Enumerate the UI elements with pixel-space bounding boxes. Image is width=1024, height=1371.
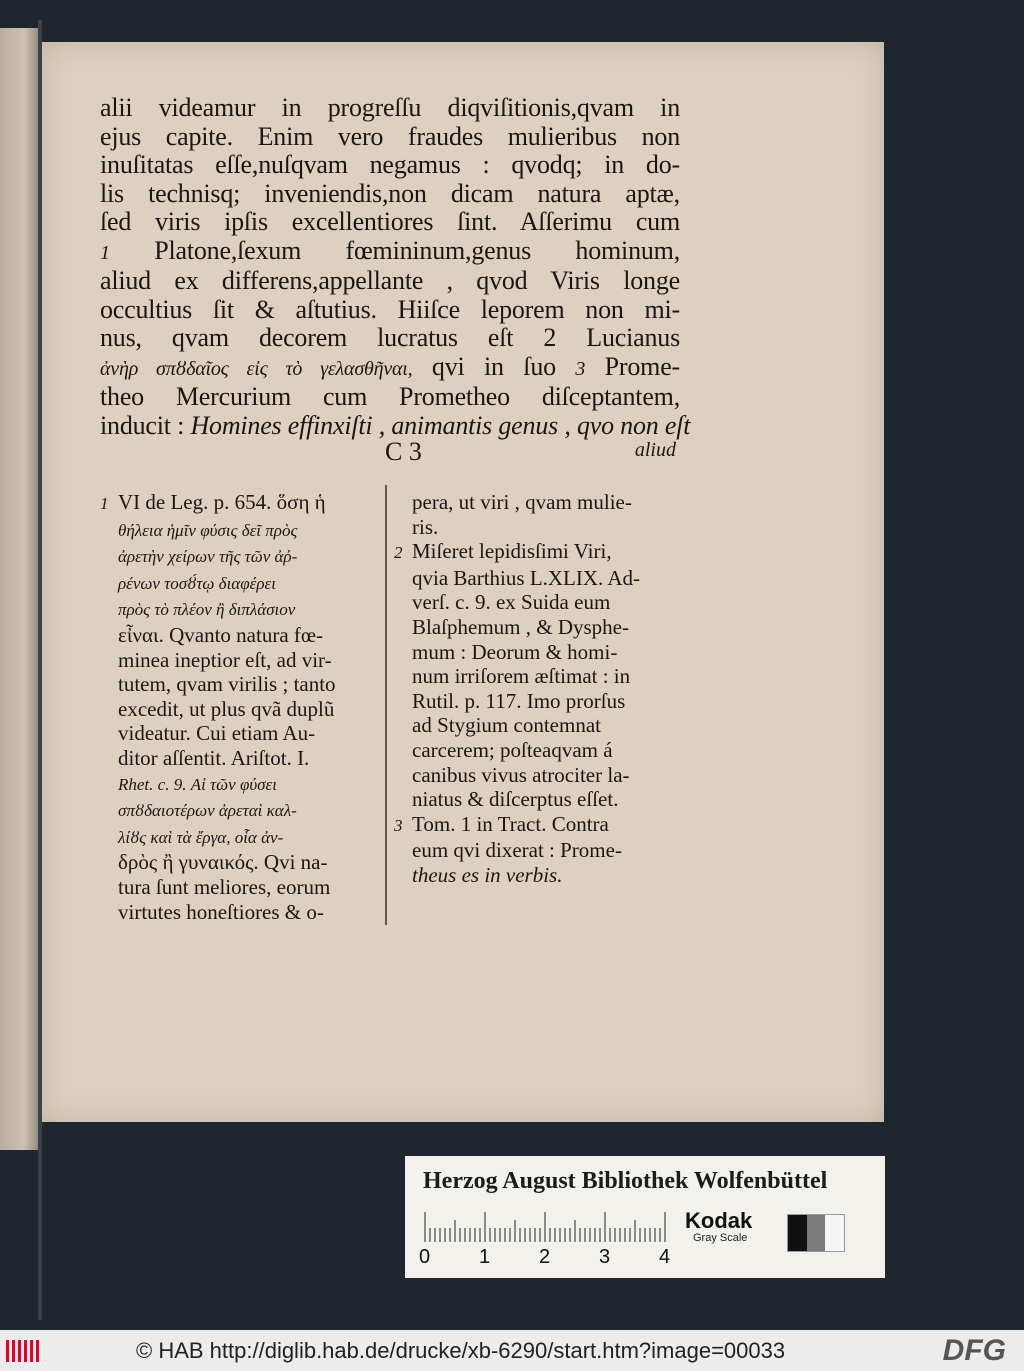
text-segment: inducit : — [100, 410, 191, 440]
catchword: aliud — [634, 439, 676, 461]
dfg-logo: DFG — [942, 1334, 1006, 1367]
footer-url[interactable]: © HAB http://diglib.hab.de/drucke/xb-6290/start.htm?image=00033 — [136, 1338, 786, 1363]
text-segment: occultius ſit & aſtutius. Hiiſce leporem non mi- — [100, 294, 680, 324]
footnote-line — [100, 721, 380, 746]
footnote-line — [100, 850, 380, 875]
text-line — [100, 237, 680, 268]
text-segment: Prome- — [585, 351, 681, 381]
footnote-line — [100, 543, 380, 570]
footnote-text: pera, ut viri , qvam mulie- — [412, 490, 632, 514]
footnote-line — [100, 797, 380, 824]
text-segment: ſed viris ipſis excellentiores ſint. Aſſerimu cum — [100, 207, 680, 236]
footnote-number: 3 — [394, 815, 403, 835]
footnote-text: carcerem; poſteaqvam á — [412, 737, 613, 762]
text-segment: alii videamur in progreſſu diqviſitionis,qvam in — [100, 93, 680, 122]
text-segment: Homines effinxiſti , animantis genus , qvo non eſt — [190, 410, 691, 440]
footnote-line — [100, 746, 380, 771]
footnote-number: 2 — [394, 543, 403, 563]
text-segment: aliud ex differens,appellante , qvod Viris longe — [100, 266, 680, 295]
footnote-text: εἶναι. Qvanto natura fœ- — [118, 622, 324, 647]
footnote-text: eum qvi dixerat : Prome- — [412, 838, 622, 863]
footnote-text: minea ineptior eſt, ad vir- — [118, 647, 332, 672]
text-segment: ejus capite. Enim vero fraudes mulieribus non — [100, 121, 680, 151]
footnote-text: excedit, ut plus qvã duplũ — [118, 696, 335, 721]
footnote-text: δρὸς ἢ γυναικός. Qvi na- — [118, 850, 328, 875]
footnote-line — [394, 664, 676, 689]
text-line — [100, 151, 680, 180]
library-color-card — [405, 1156, 885, 1278]
footnote-line — [394, 838, 676, 863]
swatch-white — [825, 1215, 844, 1251]
text-line — [100, 383, 680, 412]
signature-mark: C 3 — [385, 437, 422, 466]
footnote-text: ditor aſſentit. Ariſtot. I. — [118, 745, 310, 770]
text-line — [100, 324, 680, 353]
footnote-line — [394, 713, 676, 738]
footnote-line — [394, 787, 676, 812]
footnote-line — [100, 490, 380, 517]
gray-swatch — [787, 1214, 845, 1252]
footnote-line — [394, 590, 676, 615]
text-line — [100, 296, 680, 325]
footnote-line — [394, 539, 676, 566]
footnote-line — [100, 672, 380, 697]
footnote-line — [100, 875, 380, 900]
ruler-number: 2 — [539, 1246, 551, 1268]
footnote-line — [100, 648, 380, 673]
ruler-number: 4 — [659, 1246, 671, 1268]
footnote-text: videatur. Cui etiam Au- — [118, 721, 316, 746]
footnote-line — [394, 640, 676, 665]
gray-scale-label: Gray Scale — [693, 1232, 748, 1244]
footnote-line — [100, 771, 380, 798]
text-line — [100, 94, 680, 123]
footnote-line — [100, 824, 380, 851]
footnotes-right-column — [394, 490, 676, 888]
text-segment: Platone,ſexum fœmininum,genus hominum, — [109, 235, 680, 265]
footnote-text: mum : Deorum & homi- — [412, 639, 618, 664]
text-segment: inuſitatas eſſe,nuſqvam negamus : qvodq; in do- — [100, 150, 680, 179]
footnote-text: virtutes honeſtiores & o- — [118, 899, 324, 924]
footnote-text: Rutil. p. 117. Imo prorſus — [412, 688, 626, 713]
footnote-text: canibus vivus atrociter la- — [412, 762, 630, 787]
text-line — [100, 180, 680, 209]
footnote-text: tutem, qvam virilis ; tanto — [118, 672, 336, 697]
column-divider — [385, 485, 387, 925]
swatch-gray — [807, 1215, 826, 1251]
footnote-text: verſ. c. 9. ex Suida eum — [412, 590, 611, 615]
footnote-text: Miſeret lepidisſimi Viri, — [412, 539, 612, 564]
footnote-line — [394, 566, 676, 591]
swatch-black — [788, 1215, 807, 1251]
footnote-text: σπȣδαιοτέρων ἀρεταὶ καλ- — [118, 801, 297, 821]
text-line — [100, 123, 680, 152]
text-segment: nus, qvam decorem lucratus eſt 2 Lucianus — [100, 323, 680, 352]
text-line — [100, 267, 680, 296]
text-line — [100, 410, 691, 441]
footnote-line — [394, 689, 676, 714]
footnote-line — [100, 596, 380, 623]
footer-bar — [0, 1330, 1024, 1371]
text-segment: 3 — [575, 357, 586, 380]
ruler-number: 3 — [599, 1246, 611, 1268]
footnote-text: Tom. 1 in Tract. Contra — [412, 811, 609, 836]
footnote-text: theus es in verbis. — [412, 862, 563, 887]
footnote-line — [100, 697, 380, 722]
footnote-text: niatus & diſcerptus eſſet. — [412, 787, 619, 812]
footnote-line — [394, 763, 676, 788]
footnote-text: Rhet. c. 9. Αἱ τῶν φύσει — [118, 774, 277, 794]
footnote-line — [100, 900, 380, 925]
footnote-text: θήλεια ἡμῖν φύσις δεῖ πρὸς — [118, 520, 298, 540]
footnote-line — [100, 570, 380, 597]
footnote-text: ρένων τοσȣ́τῳ διαφέρει — [118, 573, 276, 593]
text-line — [100, 353, 680, 384]
text-segment: 1 — [100, 241, 110, 264]
footnote-text: Blaſphemum , & Dysphe- — [412, 614, 629, 639]
footnote-line — [394, 515, 676, 540]
library-name: Herzog August Bibliothek Wolfenbüttel — [423, 1168, 828, 1194]
footnote-text: ad Stygium contemnat — [412, 713, 601, 738]
ruler-number: 1 — [479, 1246, 491, 1268]
footnote-text: πρὸς τὸ πλέον ἢ διπλάσιον — [118, 600, 296, 620]
footnote-number: 1 — [100, 494, 109, 513]
footnotes-left-column — [100, 490, 380, 924]
footnote-text: tura ſunt meliores, eorum — [118, 874, 331, 899]
main-text-block — [100, 93, 691, 440]
footnote-text: ris. — [412, 514, 439, 539]
footnote-text: λίȣς καὶ τὰ ἔργα, οἷα ἀν- — [118, 827, 284, 847]
footnote-line — [394, 812, 676, 839]
footnote-line — [394, 615, 676, 640]
footnote-text: ἀρετὴν χείρων τῆς τῶν ἀῤ- — [118, 547, 298, 567]
ruler-number: 0 — [419, 1246, 431, 1268]
hab-logo-icon — [4, 1336, 44, 1366]
text-segment: qvi in ſuo — [412, 351, 576, 381]
kodak-logo: Kodak — [685, 1208, 753, 1233]
footnote-line — [394, 490, 676, 515]
text-segment: ἀνὴρ σπȣδαῖος εἰς τὸ γελασθῆναι, — [100, 357, 413, 380]
signature-line — [100, 437, 676, 465]
footnote-text: qvia Barthius L.XLIX. Ad- — [412, 565, 641, 590]
scale-ruler — [423, 1208, 673, 1242]
text-segment: theo Mercurium cum Prometheo diſceptantem, — [100, 382, 680, 411]
footnote-line — [394, 863, 676, 888]
footnote-text: VI de Leg. p. 654. ὅση ἡ — [118, 490, 326, 514]
text-segment: lis technisq; inveniendis,non dicam natura aptæ, — [100, 178, 680, 208]
footnote-text: num irriſorem æſtimat : in — [412, 664, 631, 689]
previous-page-edge — [0, 28, 40, 1150]
footnote-line — [394, 738, 676, 763]
footnote-line — [100, 623, 380, 648]
text-line — [100, 208, 680, 237]
footnote-line — [100, 517, 380, 544]
